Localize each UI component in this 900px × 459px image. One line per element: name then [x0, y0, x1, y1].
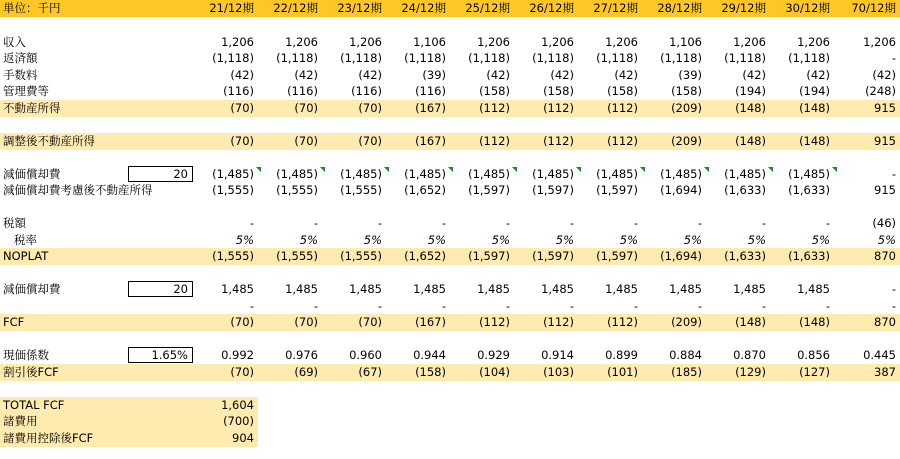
summary-fcf-after-expenses — [0, 430, 900, 447]
value-cell[interactable]: (167) — [415, 315, 446, 329]
value-cell[interactable]: (1,597) — [532, 183, 574, 197]
value-cell[interactable]: 1,206 — [349, 35, 382, 49]
value-cell[interactable]: - — [633, 299, 638, 313]
value-cell[interactable]: - — [313, 299, 318, 313]
value-cell[interactable]: (1,485) — [276, 167, 318, 181]
value-cell[interactable]: - — [377, 216, 382, 230]
value-cell[interactable]: (1,485) — [532, 167, 574, 181]
value-cell[interactable]: 0.992 — [221, 348, 254, 362]
value-cell[interactable]: (248) — [865, 84, 896, 98]
row-label: 返済額 — [3, 51, 38, 65]
value-cell[interactable]: - — [825, 299, 830, 313]
summary-total-fcf — [0, 397, 900, 414]
row-label: 管理費等 — [3, 84, 49, 98]
row-label: 減価償却費考慮後不動産所得 — [3, 183, 153, 197]
value-cell[interactable]: 1,206 — [797, 35, 830, 49]
value-cell[interactable]: (1,118) — [596, 51, 638, 65]
value-cell[interactable]: 1,206 — [285, 35, 318, 49]
value-cell[interactable]: 0.976 — [285, 348, 318, 362]
value-cell[interactable]: (112) — [607, 134, 638, 148]
value-cell[interactable]: (1,597) — [532, 249, 574, 263]
row-repayment — [0, 50, 900, 67]
value-cell[interactable]: 1,485 — [541, 282, 574, 296]
value-cell[interactable]: (167) — [415, 101, 446, 115]
row-label: 減価償却費 — [3, 167, 61, 181]
value-cell[interactable]: (1,555) — [340, 183, 382, 197]
value-cell[interactable]: (1,118) — [660, 51, 702, 65]
value-cell[interactable]: (1,485) — [788, 167, 830, 181]
row-label: 税額 — [3, 216, 26, 230]
value-cell[interactable]: (46) — [872, 216, 896, 230]
value-cell[interactable]: (1,555) — [276, 249, 318, 263]
period-header[interactable]: 22/12期 — [273, 1, 318, 15]
value-cell[interactable]: (42) — [486, 68, 510, 82]
value-cell[interactable]: (70) — [294, 315, 318, 329]
period-header[interactable]: 24/12期 — [401, 1, 446, 15]
period-header[interactable]: 21/12期 — [209, 1, 254, 15]
value-cell[interactable]: (1,118) — [276, 51, 318, 65]
value-cell[interactable]: (112) — [543, 101, 574, 115]
value-cell[interactable]: 1,485 — [605, 282, 638, 296]
value-cell[interactable]: - — [249, 216, 254, 230]
value-cell[interactable]: (127) — [799, 365, 830, 379]
value-cell[interactable]: (185) — [671, 365, 702, 379]
value-cell[interactable]: 1,206 — [733, 35, 766, 49]
period-header[interactable]: 29/12期 — [721, 1, 766, 15]
value-cell[interactable]: 1,206 — [541, 35, 574, 49]
value-cell[interactable]: - — [761, 216, 766, 230]
value-cell[interactable]: 1,485 — [797, 282, 830, 296]
period-header[interactable]: 23/12期 — [337, 1, 382, 15]
value-cell[interactable]: - — [505, 216, 510, 230]
value-cell[interactable]: (1,694) — [660, 249, 702, 263]
value-cell[interactable]: (1,485) — [468, 167, 510, 181]
value-cell[interactable]: 0.856 — [797, 348, 830, 362]
assumption-input[interactable]: 20 — [128, 281, 193, 297]
value-cell[interactable]: (158) — [479, 84, 510, 98]
value-cell[interactable]: - — [761, 299, 766, 313]
value-cell[interactable]: - — [377, 299, 382, 313]
value-cell[interactable]: 5% — [555, 233, 574, 247]
value-cell[interactable]: (112) — [479, 101, 510, 115]
row-depreciation-addback — [0, 281, 900, 298]
value-cell[interactable]: (1,652) — [404, 183, 446, 197]
header-row — [0, 0, 900, 17]
row-blank-dash — [0, 298, 900, 315]
value-cell[interactable]: (1,485) — [212, 167, 254, 181]
value-cell[interactable]: 0.884 — [669, 348, 702, 362]
value-cell[interactable]: 870 — [874, 315, 896, 329]
value-cell[interactable]: (42) — [742, 68, 766, 82]
row-label: 税率 — [14, 233, 37, 247]
value-cell[interactable]: 1,485 — [349, 282, 382, 296]
value-cell[interactable]: (67) — [358, 365, 382, 379]
row-label: 不動産所得 — [3, 101, 61, 115]
row-label: NOPLAT — [3, 249, 49, 263]
value-cell[interactable]: 5% — [491, 233, 510, 247]
value-cell[interactable]: (42) — [614, 68, 638, 82]
value-cell[interactable]: (148) — [799, 315, 830, 329]
value-cell[interactable]: (1,485) — [724, 167, 766, 181]
value-cell[interactable]: 0.870 — [733, 348, 766, 362]
value-cell[interactable]: - — [697, 216, 702, 230]
value-cell[interactable]: (42) — [358, 68, 382, 82]
value-cell[interactable]: 1,206 — [221, 35, 254, 49]
row-management — [0, 83, 900, 100]
value-cell[interactable]: (1,652) — [404, 249, 446, 263]
row-label: 割引後FCF — [3, 365, 59, 379]
value-cell[interactable]: (1,118) — [340, 51, 382, 65]
value-cell[interactable]: (1,633) — [724, 249, 766, 263]
value-cell[interactable]: (39) — [422, 68, 446, 82]
value-cell[interactable]: (148) — [735, 101, 766, 115]
value-cell[interactable]: - — [891, 282, 896, 296]
value-cell[interactable]: (1,485) — [596, 167, 638, 181]
assumption-input[interactable]: 1.65% — [128, 347, 193, 363]
row-label: FCF — [3, 315, 25, 329]
value-cell[interactable]: (1,633) — [788, 249, 830, 263]
value-cell[interactable]: (1,118) — [532, 51, 574, 65]
value-cell[interactable]: 0.899 — [605, 348, 638, 362]
value-cell[interactable]: (69) — [294, 365, 318, 379]
value-cell[interactable]: (104) — [479, 365, 510, 379]
value-cell[interactable]: (148) — [735, 315, 766, 329]
value-cell[interactable]: 1,485 — [413, 282, 446, 296]
value-cell[interactable]: (209) — [671, 101, 702, 115]
value-cell[interactable]: - — [891, 51, 896, 65]
value-cell[interactable]: (42) — [872, 68, 896, 82]
row-tax-rate — [0, 232, 900, 249]
value-cell[interactable]: (167) — [415, 134, 446, 148]
value-cell[interactable]: - — [891, 299, 896, 313]
value-cell[interactable]: (42) — [550, 68, 574, 82]
value-cell[interactable]: (209) — [671, 134, 702, 148]
summary-expenses — [0, 413, 900, 430]
row-label: 減価償却費 — [3, 282, 61, 296]
value-cell[interactable]: (1,597) — [596, 249, 638, 263]
summary-value[interactable]: (700) — [223, 414, 254, 428]
value-cell[interactable]: 1,206 — [477, 35, 510, 49]
value-cell[interactable]: (70) — [230, 134, 254, 148]
period-header[interactable]: 27/12期 — [593, 1, 638, 15]
row-discounted-fcf — [0, 364, 900, 381]
value-cell[interactable]: - — [569, 216, 574, 230]
row-label: 手数料 — [3, 68, 38, 82]
value-cell[interactable]: 915 — [874, 101, 896, 115]
value-cell[interactable]: 5% — [811, 233, 830, 247]
value-cell[interactable]: (112) — [543, 315, 574, 329]
value-cell[interactable]: 1,206 — [863, 35, 896, 49]
value-cell[interactable]: (1,485) — [340, 167, 382, 181]
value-cell[interactable]: (116) — [351, 84, 382, 98]
value-cell[interactable]: (70) — [230, 101, 254, 115]
value-cell[interactable]: 915 — [874, 134, 896, 148]
value-cell[interactable]: (1,118) — [468, 51, 510, 65]
value-cell[interactable]: (1,555) — [212, 183, 254, 197]
value-cell[interactable]: (70) — [358, 101, 382, 115]
value-cell[interactable]: 0.944 — [413, 348, 446, 362]
value-cell[interactable]: (148) — [799, 134, 830, 148]
value-cell[interactable]: 1,206 — [605, 35, 638, 49]
value-cell[interactable]: (1,118) — [788, 51, 830, 65]
period-header[interactable]: 28/12期 — [657, 1, 702, 15]
value-cell[interactable]: (112) — [607, 315, 638, 329]
value-cell[interactable]: - — [697, 299, 702, 313]
value-cell[interactable]: (1,597) — [468, 249, 510, 263]
value-cell[interactable]: 5% — [299, 233, 318, 247]
summary-label: TOTAL FCF — [3, 398, 65, 412]
value-cell[interactable]: (70) — [230, 365, 254, 379]
summary-value[interactable]: 1,604 — [221, 398, 254, 412]
assumption-input[interactable]: 20 — [128, 166, 193, 182]
row-depreciation — [0, 166, 900, 183]
value-cell[interactable]: (42) — [294, 68, 318, 82]
row-noplat — [0, 248, 900, 265]
value-cell[interactable]: 5% — [427, 233, 446, 247]
value-cell[interactable]: 915 — [874, 183, 896, 197]
value-cell[interactable]: (1,485) — [404, 167, 446, 181]
value-cell[interactable]: (116) — [287, 84, 318, 98]
row-income — [0, 34, 900, 51]
summary-value[interactable]: 904 — [232, 431, 254, 445]
value-cell[interactable]: (39) — [678, 68, 702, 82]
value-cell[interactable]: 387 — [874, 365, 896, 379]
value-cell[interactable]: (42) — [230, 68, 254, 82]
summary-label: 諸費用控除後FCF — [3, 431, 94, 445]
row-pv-factor — [0, 347, 900, 364]
period-header[interactable]: 26/12期 — [529, 1, 574, 15]
row-fcf — [0, 314, 900, 331]
row-adjusted-income — [0, 133, 900, 150]
value-cell[interactable]: - — [249, 299, 254, 313]
value-cell[interactable]: (158) — [543, 84, 574, 98]
value-cell[interactable]: (1,555) — [340, 249, 382, 263]
value-cell[interactable]: (148) — [735, 134, 766, 148]
period-header[interactable]: 30/12期 — [785, 1, 830, 15]
row-fees — [0, 67, 900, 84]
value-cell[interactable]: (194) — [735, 84, 766, 98]
row-income-after-dep — [0, 182, 900, 199]
value-cell[interactable]: (1,118) — [404, 51, 446, 65]
summary-label: 諸費用 — [3, 414, 38, 428]
value-cell[interactable]: (1,633) — [788, 183, 830, 197]
value-cell[interactable]: 1,106 — [669, 35, 702, 49]
value-cell[interactable]: (70) — [358, 315, 382, 329]
value-cell[interactable]: 0.960 — [349, 348, 382, 362]
value-cell[interactable]: (1,694) — [660, 183, 702, 197]
period-header[interactable]: 70/12期 — [851, 1, 896, 15]
value-cell[interactable]: 1,485 — [733, 282, 766, 296]
value-cell[interactable]: - — [441, 216, 446, 230]
value-cell[interactable]: (194) — [799, 84, 830, 98]
value-cell[interactable]: - — [633, 216, 638, 230]
value-cell[interactable]: (103) — [543, 365, 574, 379]
value-cell[interactable]: 1,106 — [413, 35, 446, 49]
value-cell[interactable]: (42) — [806, 68, 830, 82]
value-cell[interactable]: (1,555) — [276, 183, 318, 197]
value-cell[interactable]: - — [891, 167, 896, 181]
row-label: 現価係数 — [3, 348, 49, 362]
value-cell[interactable]: 1,485 — [669, 282, 702, 296]
value-cell[interactable]: 0.929 — [477, 348, 510, 362]
value-cell[interactable]: (112) — [543, 134, 574, 148]
row-property-income — [0, 100, 900, 117]
value-cell[interactable]: (116) — [223, 84, 254, 98]
value-cell[interactable]: (1,118) — [212, 51, 254, 65]
value-cell[interactable]: 1,485 — [477, 282, 510, 296]
value-cell[interactable]: (1,597) — [468, 183, 510, 197]
value-cell[interactable]: 1,485 — [285, 282, 318, 296]
value-cell[interactable]: (112) — [607, 101, 638, 115]
value-cell[interactable]: - — [825, 216, 830, 230]
value-cell[interactable]: (1,555) — [212, 249, 254, 263]
value-cell[interactable]: - — [441, 299, 446, 313]
value-cell[interactable]: (116) — [415, 84, 446, 98]
value-cell[interactable]: - — [505, 299, 510, 313]
value-cell[interactable]: - — [313, 216, 318, 230]
value-cell[interactable]: (129) — [735, 365, 766, 379]
row-label: 収入 — [3, 35, 26, 49]
value-cell[interactable]: 0.445 — [863, 348, 896, 362]
value-cell[interactable]: (1,118) — [724, 51, 766, 65]
value-cell[interactable]: 5% — [747, 233, 766, 247]
value-cell[interactable]: (148) — [799, 101, 830, 115]
value-cell[interactable]: 5% — [235, 233, 254, 247]
value-cell[interactable]: 5% — [683, 233, 702, 247]
value-cell[interactable]: 1,485 — [221, 282, 254, 296]
value-cell[interactable]: (1,633) — [724, 183, 766, 197]
value-cell[interactable]: (158) — [415, 365, 446, 379]
value-cell[interactable]: - — [569, 299, 574, 313]
value-cell[interactable]: (70) — [358, 134, 382, 148]
value-cell[interactable]: 5% — [363, 233, 382, 247]
row-tax — [0, 215, 900, 232]
value-cell[interactable]: (1,485) — [660, 167, 702, 181]
value-cell[interactable]: 0.914 — [541, 348, 574, 362]
value-cell[interactable]: (1,597) — [596, 183, 638, 197]
value-cell[interactable]: (70) — [230, 315, 254, 329]
value-cell[interactable]: (112) — [479, 315, 510, 329]
value-cell[interactable]: (158) — [671, 84, 702, 98]
value-cell[interactable]: (101) — [607, 365, 638, 379]
unit-label[interactable]: 単位：千円 — [3, 1, 61, 15]
value-cell[interactable]: (70) — [294, 101, 318, 115]
value-cell[interactable]: 5% — [619, 233, 638, 247]
value-cell[interactable]: (112) — [479, 134, 510, 148]
value-cell[interactable]: (158) — [607, 84, 638, 98]
value-cell[interactable]: (209) — [671, 315, 702, 329]
value-cell[interactable]: (70) — [294, 134, 318, 148]
row-label: 調整後不動産所得 — [3, 134, 95, 148]
period-header[interactable]: 25/12期 — [465, 1, 510, 15]
value-cell[interactable]: 5% — [877, 233, 896, 247]
value-cell[interactable]: 870 — [874, 249, 896, 263]
